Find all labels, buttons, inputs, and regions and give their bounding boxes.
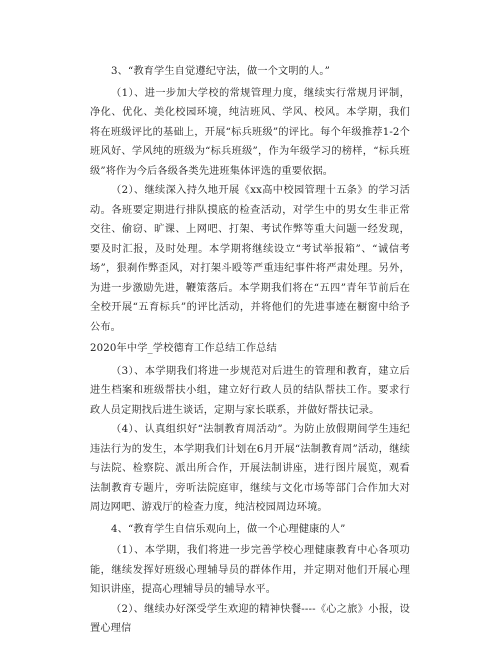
document-subtitle: 2020年中学_学校德育工作总结工作总结: [90, 343, 277, 354]
paragraph-4-2: （2）、继续办好深受学生欢迎的精神快餐----《心之旅》小报，设置心理信: [90, 603, 410, 634]
section-heading-3: 3、“教育学生自觉遵纪守法，做一个文明的人。”: [111, 66, 330, 77]
paragraph-4-1: （1）、本学期，我们将进一步完善学校心理健康教育中心各项功能，继续发挥好班级心理辅导员的群体作用，并定期对他们开展心理知识讲座，提高心理辅导员的辅导水平。: [90, 545, 410, 595]
paragraph-3-3: （3）、本学期我们将进一步规范对后进生的管理和教育，建立后进生档案和班级帮扶小组，建立好行政人员的结队帮扶工作。要求行政人员定期找后进生谈话，定期与家长联系，并做好帮扶记录。: [90, 365, 410, 416]
document-body: [90, 60, 410, 639]
paragraph-3-1: （1）、进一步加大学校的常规管理力度，继续实行常规月评制，净化、优化、美化校园环境，纯洁班风、学风、校风。本学期，我们将在班级评比的基础上，开展“标兵班级”的评比。每个年级推荐1-2个班风好、学风纯的班级为“标兵班级”，作为年级学习的榜样，“标兵班级”将作为今后各级各类先进班集体评选的重要依据。: [90, 87, 410, 177]
paragraph-3-4: （4）、认真组织好“法制教育周活动”。为防止放假期间学生违纪违法行为的发生，本学期我们计划在6月开展“法制教育周”活动，继续与法院、检察院、派出所合作，开展法制讲座，进行图片展览，观看法制教育专题片，旁听法院庭审，继续与文化市场等部门合作加大对周边网吧、游戏厅的检查力度，纯洁校园周边环境。: [90, 424, 410, 513]
section-heading-4: 4、“教育学生自信乐观向上，做一个心理健康的人”: [111, 523, 346, 535]
paragraph-3-2: （2）、继续深入持久地开展《xx高中校园管理十五条》的学习活动。各班要定期进行排队摸底的检查活动，对学生中的男女生非正常交往、偷窃、旷课、上网吧、打架、考试作弊等重大问题一经发现，要及时汇报，及时处理。本学期将继续设立“考试举报箱”、“诚信考场”，狠刹作弊歪风，对打架斗殴等严重违纪事件将严肃处理。另外，为进一步激励先进，鞭策落后。本学期我们将在“五四”青年节前后在全校开展“五育标兵”的评比活动，并将他们的先进事迹在橱窗中给予公布。: [90, 185, 410, 333]
